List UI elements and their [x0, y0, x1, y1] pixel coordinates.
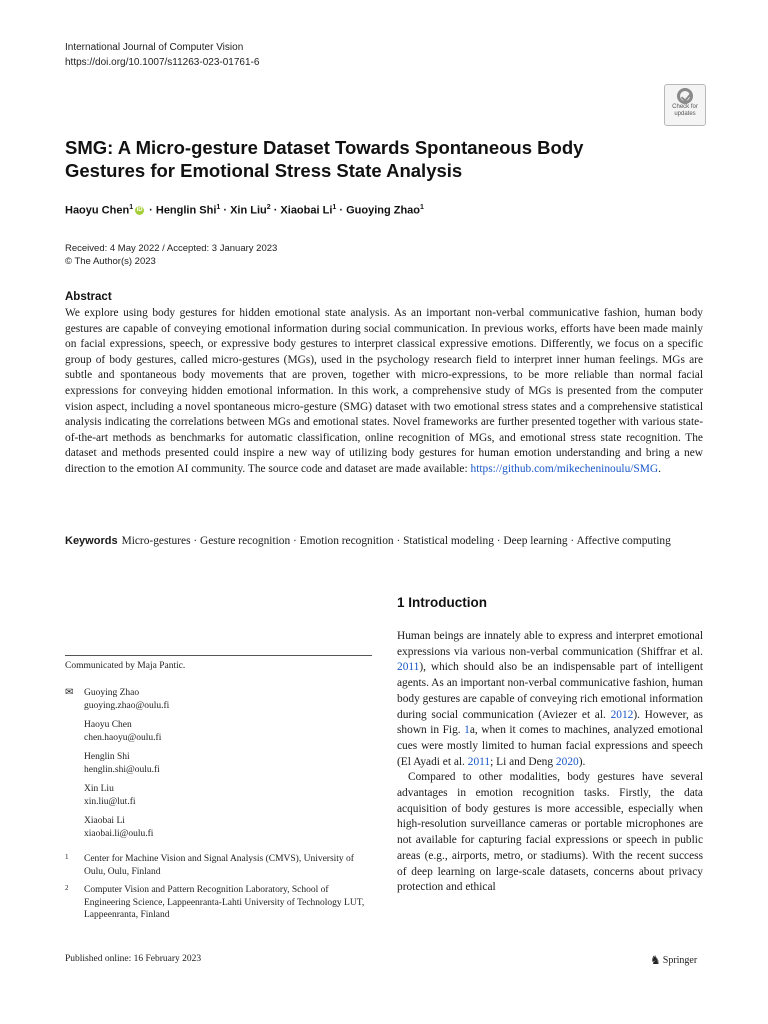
contact-name: Henglin Shi	[84, 752, 130, 762]
author-name: Haoyu Chen	[65, 204, 130, 217]
affiliation-text: Center for Machine Vision and Signal Analysis (CMVS), University of Oulu, Oulu, Finland	[84, 854, 354, 877]
source-code-link[interactable]: https://github.com/mikecheninoulu/SMG	[470, 462, 659, 475]
keywords-list: Micro-gestures · Gesture recognition · Emotion recognition · Statistical modeling · Deep learning · Affective computing	[121, 535, 671, 547]
footnote-divider	[65, 655, 372, 656]
abstract-body-text: We explore using body gestures for hidden emotional state analysis. As an important non-verbal communicative fashion, human body gestures are capable of conveying emotional information during social communication. In previous works, efforts have been made mainly on facial expressions, speech, or expressive body gestures to interpret classical expressive emotions. Differently, we focus on a specific group of body gestures, called micro-gestures (MGs), used in the psychology research field to interpret inner human feelings. MGs are subtle and spontaneous body movements that are proven, together with micro-expressions, to be more reliable than normal facial expressions for conveying hidden emotional information. In this work, a comprehensive study of MGs is presented from the computer vision aspect, including a novel spontaneous micro-gesture (SMG) dataset with two emotional stress states and a comprehensive statistical analysis indicating the correlations between MGs and emotional states. Novel frameworks are further presented together with various state-of-the-art methods as benchmarks for automatic classification, online recognition of MGs, and emotional stress state recognition. The dataset and methods presented could inspire a new way of utilizing body gestures for human emotion understanding and bring a new direction to the emotion AI community. The source code and dataset are made available:	[65, 307, 703, 475]
contact-name: Guoying Zhao	[84, 688, 140, 698]
copyright: © The Author(s) 2023	[65, 256, 156, 267]
contact-name: Xiaobai Li	[84, 816, 125, 826]
orcid-icon[interactable]: iD	[136, 207, 143, 214]
introduction-paragraph-2: Compared to other modalities, body gestures have several advantages in emotion recognition tasks. Firstly, the data acquisition of body gestures is more accessible, especially when high-resolution surveillance cameras or portable microphones are not available for capturing facial expressions or speech in public areas (e.g., airports, metro, or stadiums). With the recent success of deep learning on large-scale datasets, concerns about privacy protection and ethical	[397, 771, 703, 894]
received-accepted: Received: 4 May 2022 / Accepted: 3 January 2023	[65, 243, 278, 254]
affiliation-number: 1	[65, 853, 69, 861]
author-contacts	[65, 687, 372, 847]
abstract-heading: Abstract	[65, 291, 112, 303]
intro-text-segment: ; Li and Deng	[490, 755, 556, 768]
contact-entry	[65, 783, 372, 808]
publisher-logo	[650, 953, 697, 968]
published-online: Published online: 16 February 2023	[65, 954, 202, 964]
contact-email[interactable]: xiaobai.li@oulu.fi	[84, 828, 154, 839]
contact-name: Xin Liu	[84, 784, 114, 794]
section-heading-introduction: 1 Introduction	[397, 595, 487, 610]
abstract-text	[65, 306, 703, 478]
publisher-name: Springer	[662, 955, 698, 966]
intro-text-segment: ). However, as shown in Fig.	[397, 708, 703, 737]
springer-horse-icon: ♞	[650, 953, 661, 967]
contact-entry	[65, 687, 372, 712]
check-for-updates-icon	[677, 88, 693, 104]
citation-link[interactable]: 2011	[467, 755, 491, 768]
keywords	[65, 533, 703, 549]
author-affil-sup: 1	[420, 204, 424, 211]
intro-text-segment: ), which should also be an indispensable part of intelligent agents. As an important non-verbal communicative fashion, human body gestures are capable of conveying rich emotional information during social communication (Aviezer et al.	[397, 661, 703, 721]
badge-line1: Check for	[672, 104, 698, 110]
contact-email[interactable]: guoying.zhao@oulu.fi	[84, 700, 170, 711]
publication-dates	[65, 242, 277, 268]
journal-header	[65, 40, 259, 70]
citation-link[interactable]: 2020	[555, 755, 579, 768]
affiliation-number: 2	[65, 884, 69, 892]
author-list: Haoyu Chen$^1$ iD · Henglin Shi$^1$ · Xin Liu$^2$ · Xiaobai $Li^1$ · Guoying Zhao$^1$	[65, 204, 424, 217]
contact-entry	[65, 815, 372, 840]
author-affil-sup: 1	[216, 204, 221, 211]
contact-entry	[65, 719, 372, 744]
envelope-icon: ✉	[65, 687, 74, 698]
introduction-body	[397, 629, 703, 896]
author-name: Guoying Zhao	[346, 204, 421, 217]
check-for-updates-badge[interactable]	[664, 84, 706, 126]
contact-email[interactable]: henglin.shi@oulu.fi	[84, 764, 160, 775]
affiliation-entry	[65, 853, 372, 878]
author-name: Xiaobai Li	[280, 204, 333, 217]
abstract-end: .	[658, 462, 661, 475]
affiliation-text: Computer Vision and Pattern Recognition Laboratory, School of Engineering Science, Lappeenranta-Lahti University of Technology LUT, Lappeenranta, Finland	[84, 885, 365, 920]
affiliations	[65, 853, 372, 928]
badge-line2: updates	[674, 110, 696, 117]
contact-email[interactable]: chen.haoyu@oulu.fi	[84, 732, 162, 743]
author-affil-sup: 1	[129, 204, 134, 211]
intro-text-segment: a, when it comes to machines, analyzed emotional cues were mostly limited to human facial expressions and speech (El Ayadi et al.	[397, 724, 703, 768]
citation-link[interactable]: 2011	[397, 661, 420, 674]
doi-link[interactable]: https://doi.org/10.1007/s11263-023-01761-6	[65, 57, 260, 68]
communicated-by: Communicated by Maja Pantic.	[65, 661, 186, 671]
contact-name: Haoyu Chen	[84, 720, 132, 730]
journal-name: International Journal of Computer Vision	[65, 42, 244, 53]
contact-entry	[65, 751, 372, 776]
affiliation-entry	[65, 884, 372, 922]
introduction-paragraph-1	[397, 629, 703, 770]
paper-title: SMG: A Micro-gesture Dataset Towards Spontaneous Body Gestures for Emotional Stress State Analysis	[65, 137, 584, 181]
author-affil-sup: 1	[332, 204, 337, 211]
citation-link[interactable]: 2012	[610, 708, 634, 721]
author-name: Henglin Shi	[155, 204, 217, 217]
contact-email[interactable]: xin.liu@lut.fi	[84, 796, 136, 807]
citation-link[interactable]: 1	[464, 724, 470, 737]
intro-text-segment: ).	[578, 755, 586, 768]
author-affil-sup: 2	[266, 204, 271, 211]
author-name: Xin Liu	[230, 204, 267, 217]
keywords-heading: Keywords	[65, 535, 118, 547]
intro-text-segment: Human beings are innately able to express and interpret emotional expressions via various non-verbal communication (Shiffrar et al.	[397, 630, 703, 658]
